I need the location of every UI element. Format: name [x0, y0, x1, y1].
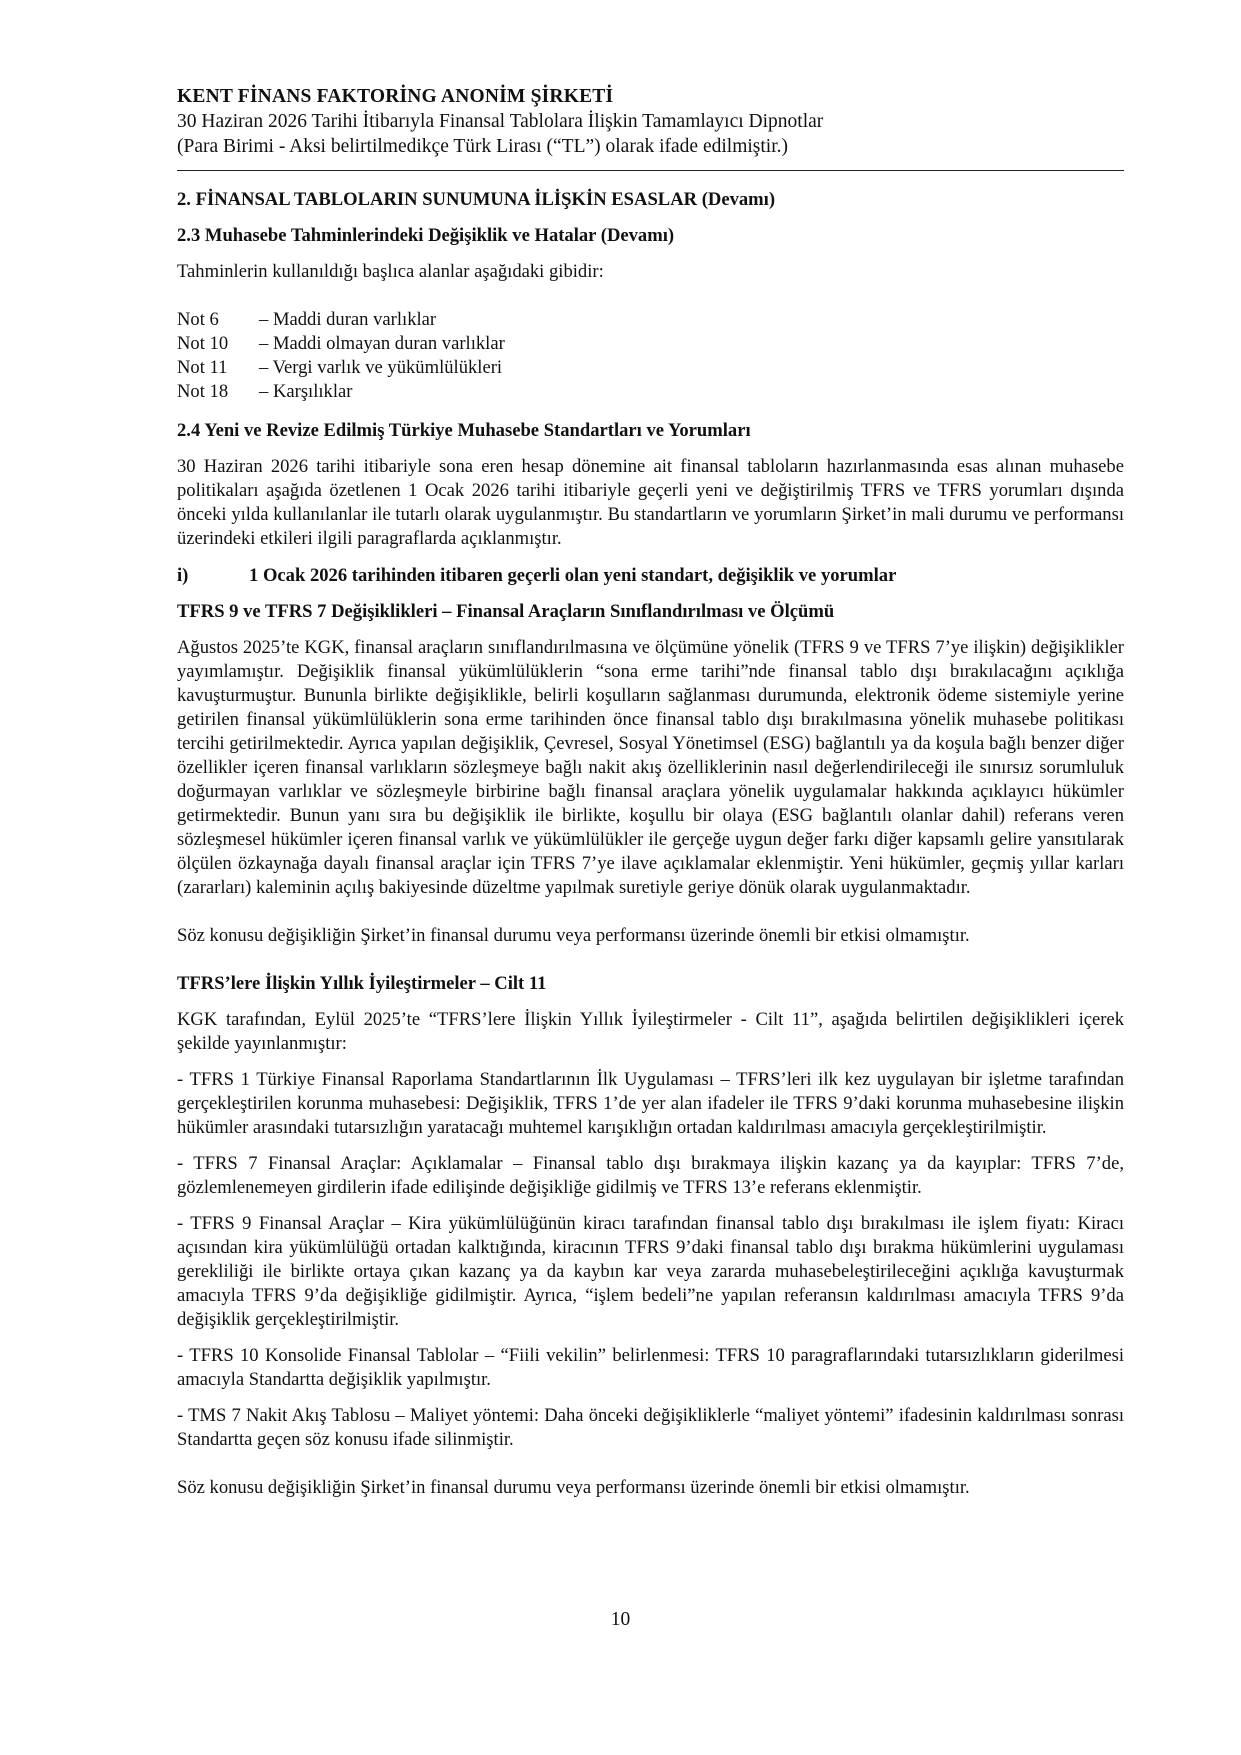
document-body [177, 188, 1124, 1500]
annual-improvements-intro: KGK tarafından, Eylül 2025’te “TFRS’lere İlişkin Yıllık İyileştirmeler - Cilt 11”, aşağıda belirtilen değişiklikleri içerek şekilde yayınlanmıştır: [177, 1009, 1124, 1054]
tfrs9-paragraph: Ağustos 2025’te KGK, finansal araçların sınıflandırılmasına ve ölçümüne yönelik (TFRS 9 ve TFRS 7’ye ilişkin) değişiklikler yayımlamıştır. Değişiklik finansal yükümlülüklerin “sona erme tarihi”nde finansal tablo dışı bırakılacağını açıklığa kavuşturmuştur. Bununla birlikte değişiklikle, belirli koşulların sağlanması durumunda, elektronik ödeme sistemiyle yerine getirilen finansal yükümlülüklerin sona erme tarihinden önce finansal tablo dışı bırakılmasına yönelik muhasebe politikası tercihi getirilmektedir. Ayrıca yapılan değişiklik, Çevresel, Sosyal Yönetimsel (ESG) bağlantılı ya da koşula bağlı benzer diğer özellikler içeren finansal varlıkların sözleşmeye bağlı nakit akış özelliklerinin nasıl değerlendirileceği ile sınırsız sorumluluk doğurmayan varlıklar ve sözleşmeyle birbirine bağlı finansal araçlara yönelik uygulamalar hakkında açıklayıcı hükümler getirmektedir. Bunun yanı sıra bu değişiklik ile birlikte, koşullu bir olaya (ESG bağlantılı olanlar dahil) referans veren sözleşmesel hükümler içeren finansal varlık ve yükümlülükler ile gerçeğe uygun değer farkı diğer kapsamlı gelire yansıtılarak ölçülen özkaynağa dayalı finansal araçlar için TFRS 7’ye ilave açıklamalar eklenmiştir. Yeni hükümler, geçmiş yıllar karları (zararları) kaleminin açılış bakiyesinde düzeltme yapılmak suretiyle geriye dönük olarak uygulanmaktadır. [177, 637, 1124, 898]
notes-list [177, 308, 1124, 404]
note-text: – Karşılıklar [259, 381, 353, 402]
note-number: Not 11 [177, 357, 228, 378]
note-number: Not 18 [177, 381, 229, 402]
currency-note: (Para Birimi - Aksi belirtilmedikçe Türk Lirası (“TL”) olarak ifade edilmiştir.) [177, 136, 788, 157]
report-subtitle: 30 Haziran 2026 Tarihi İtibarıyla Finansal Tablolara İlişkin Tamamlayıcı Dipnotlar [177, 111, 824, 132]
page-number: 10 [610, 1609, 631, 1630]
amendment-item: - TFRS 1 Türkiye Finansal Raporlama Standartlarının İlk Uygulaması – TFRS’leri ilk kez uygulayan bir işletme tarafından gerçekleştirilen korunma muhasebesi: Değişiklik, TFRS 1’de yer alan ifadeler ile TFRS 9’daki korunma muhasebesine ilişkin hükümler arasındaki tutarsızlığın yaratacağı muhtemel karışıklığın ortadan kaldırılması amacıyla gerçekleştirilmiştir. [177, 1069, 1124, 1138]
amendment-item: - TFRS 10 Konsolide Finansal Tablolar – “Fiili vekilin” belirlenmesi: TFRS 10 paragraflarındaki tutarsızlıkların giderilmesi amacıyla Standartta değişiklik yapılmıştır. [177, 1345, 1124, 1390]
item-i-heading [177, 564, 1124, 588]
effect-statement-1: Söz konusu değişikliğin Şirket’in finansal durumu veya performansı üzerinde önemli bir etkisi olmamıştır. [177, 925, 970, 946]
section-title: 2. FİNANSAL TABLOLARIN SUNUMUNA İLİŞKİN ESASLAR (Devamı) [177, 189, 776, 210]
list-item [177, 380, 1124, 404]
note-text: – Vergi varlık ve yükümlülükleri [259, 357, 503, 378]
note-text: – Maddi olmayan duran varlıklar [259, 333, 505, 354]
list-item [177, 308, 1124, 332]
note-number: Not 6 [177, 309, 219, 330]
item-i-index: i) [177, 565, 189, 586]
amendment-item: - TFRS 9 Finansal Araçlar – Kira yükümlülüğünün kiracı tarafından finansal tablo dışı bırakılması ile işlem fiyatı: Kiracı açısından kira yükümlülüğü ortadan kalktığında, kiracının TFRS 9’daki finansal tablo dışı bırakma hükümlerini uygulaması gerekliliği ile birlikte ortaya çıkan kazanç ya da kaybın kar veya zararda muhasebeleştirileceğini açıklığa kavuşturmak amacıyla TFRS 9’da değişikliğe gidilmiştir. Ayrıca, “işlem bedeli”ne yapılan referansın kaldırılması amacıyla TFRS 9’da değişiklik gerçekleştirilmiştir. [177, 1213, 1124, 1330]
list-item [177, 332, 1124, 356]
note-number: Not 10 [177, 333, 229, 354]
tfrs9-title: TFRS 9 ve TFRS 7 Değişiklikleri – Finansal Araçların Sınıflandırılması ve Ölçümü [177, 601, 835, 622]
item-i-title: 1 Ocak 2026 tarihinden itibaren geçerli olan yeni standart, değişiklik ve yorumlar [249, 565, 897, 586]
header-divider [177, 170, 1124, 171]
page-header [177, 84, 1117, 159]
subsection-2-3-title: 2.3 Muhasebe Tahminlerindeki Değişiklik ve Hatalar (Devamı) [177, 225, 675, 246]
subsection-2-4-title: 2.4 Yeni ve Revize Edilmiş Türkiye Muhasebe Standartları ve Yorumları [177, 420, 751, 441]
list-item [177, 356, 1124, 380]
amendment-item: - TFRS 7 Finansal Araçlar: Açıklamalar – Finansal tablo dışı bırakmaya ilişkin kazanç ya da kayıplar: TFRS 7’de, gözlemlenemeyen girdilerin ifade edilişinde değişikliğe gidilmiş ve TFRS 13’e referans eklenmiştir. [177, 1153, 1124, 1198]
note-text: – Maddi duran varlıklar [259, 309, 437, 330]
estimates-intro: Tahminlerin kullanıldığı başlıca alanlar aşağıdaki gibidir: [177, 261, 604, 282]
paragraph-2-4: 30 Haziran 2026 tarihi itibariyle sona eren hesap dönemine ait finansal tabloların hazırlanmasında esas alınan muhasebe politikaları aşağıda özetlenen 1 Ocak 2026 tarihi itibariyle geçerli yeni ve değiştirilmiş TFRS ve TFRS yorumları dışında önceki yılda kullanılanlar ile tutarlı olarak uygulanmıştır. Bu standartların ve yorumların Şirket’in mali durumu ve performansı üzerindeki etkileri ilgili paragraflarda açıklanmıştır. [177, 456, 1124, 549]
company-name: KENT FİNANS FAKTORİNG ANONİM ŞİRKETİ [177, 86, 614, 107]
effect-statement-2: Söz konusu değişikliğin Şirket’in finansal durumu veya performansı üzerinde önemli bir etkisi olmamıştır. [177, 1477, 970, 1498]
annual-improvements-title: TFRS’lere İlişkin Yıllık İyileştirmeler – Cilt 11 [177, 973, 547, 994]
amendment-item: - TMS 7 Nakit Akış Tablosu – Maliyet yöntemi: Daha önceki değişikliklerle “maliyet yöntemi” ifadesinin kaldırılması sonrası Standartta geçen söz konusu ifade silinmiştir. [177, 1405, 1124, 1450]
